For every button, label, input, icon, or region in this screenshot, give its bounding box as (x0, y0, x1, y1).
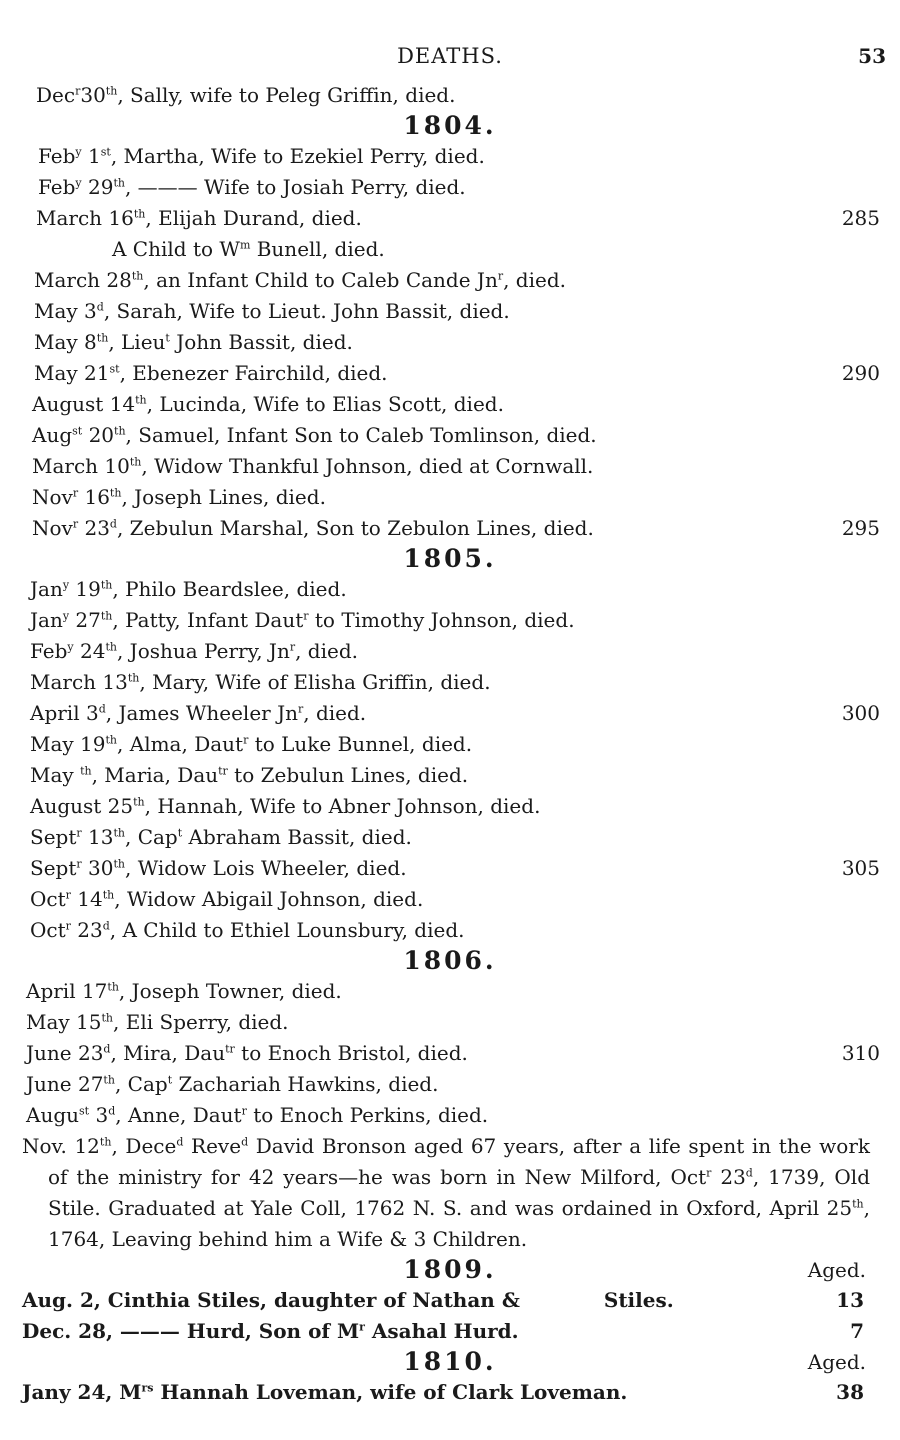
obituary-text: 23 (711, 1165, 746, 1189)
entry-text (26, 976, 342, 1007)
entry-description: , Zebulun Marshal, Son to Zebulon Lines, died. (116, 516, 594, 540)
death-entry (0, 327, 900, 358)
entry-day: 13 (81, 825, 114, 849)
entry-date: June 23 (26, 1041, 104, 1065)
year-label: 1804. (403, 111, 497, 140)
entry-description: , Maria, Dau (91, 763, 219, 787)
death-entry (0, 451, 900, 482)
aged-column-heading: Aged. (807, 1258, 866, 1282)
record-number: 305 (841, 856, 880, 880)
date-superscript: r (76, 857, 82, 871)
entry-text (26, 1100, 488, 1131)
entry-date: Augu (26, 1103, 80, 1127)
date-superscript: st (109, 362, 120, 376)
entry-text (34, 265, 566, 296)
aged-column-heading: Aged. (807, 1350, 866, 1374)
age-value: 38 (836, 1380, 864, 1404)
entry-date: Feb (38, 175, 76, 199)
death-entry (0, 667, 900, 698)
entry-description: , James Wheeler Jn (105, 701, 298, 725)
day-superscript: d (109, 517, 117, 531)
day-superscript: th (113, 826, 125, 840)
entry-description: , Joshua Perry, Jn (116, 639, 290, 663)
entry-description: , Anne, Daut (115, 1103, 242, 1127)
entry-day: 23 (70, 918, 103, 942)
entry-description: Bunell, died. (250, 237, 385, 261)
entry-description: , Lieu (108, 330, 166, 354)
entry-day: 30 (81, 856, 114, 880)
entry-day: 23 (78, 516, 110, 540)
entry-description-end: Zachariah Hawkins, died. (172, 1072, 439, 1096)
entry-description-end: Abraham Bassit, died. (182, 825, 412, 849)
entry-text (32, 513, 594, 544)
entry-text (30, 853, 407, 884)
entry-text (32, 420, 597, 451)
entry-date: Aug (32, 423, 73, 447)
death-entry (0, 698, 900, 729)
abbrev-superscript: r (303, 609, 309, 623)
date-superscript: r (359, 1320, 365, 1334)
death-entry (0, 203, 900, 234)
entry-day: 30 (80, 83, 106, 107)
entry-day: 19 (69, 577, 101, 601)
date-superscript: y (67, 640, 74, 654)
record-number: 310 (841, 1041, 880, 1065)
death-entry (0, 1038, 900, 1069)
year-label: 1805. (403, 544, 497, 573)
day-superscript: th (113, 857, 125, 871)
entry-description: , Sally, wife to Peleg Griffin, died. (117, 83, 456, 107)
entry-day: 27 (69, 608, 101, 632)
date-superscript: m (239, 238, 251, 252)
death-entry (0, 853, 900, 884)
entry-text (34, 358, 388, 389)
page-title: DEATHS. (397, 44, 503, 68)
year-heading (0, 1347, 900, 1377)
page-number: 53 (858, 44, 886, 68)
abbrev-superscript: r (241, 1104, 247, 1118)
entry-description: , Joseph Towner, died. (118, 979, 342, 1003)
entry-description-end: , died. (503, 268, 567, 292)
entry-date: May 15 (26, 1010, 102, 1034)
entry-date: May 19 (30, 732, 106, 756)
year-label: 1810. (403, 1347, 497, 1376)
abbrev-superscript: r (497, 269, 504, 283)
death-entry (0, 141, 900, 172)
year-label: 1806. (403, 946, 497, 975)
death-entry (0, 976, 900, 1007)
death-entry (0, 884, 900, 915)
entry-description: Asahal Hurd. (364, 1319, 519, 1343)
entry-text (32, 482, 326, 513)
entry-surname: Stiles. (603, 1288, 674, 1312)
entry-text (30, 636, 358, 667)
entry-date: Sept (30, 825, 77, 849)
entry-text (22, 1285, 674, 1316)
obituary-text: , Dece (111, 1134, 177, 1158)
date-superscript: st (79, 1104, 90, 1118)
date-superscript: th (80, 764, 92, 778)
obituary-text: Nov. 12 (22, 1134, 100, 1158)
death-entry (0, 1069, 900, 1100)
entry-date: June 27 (26, 1072, 104, 1096)
death-entry (0, 636, 900, 667)
year-heading (0, 544, 900, 574)
entry-date: March 16 (36, 206, 134, 230)
record-number: 290 (841, 361, 880, 385)
entry-date: Feb (38, 144, 76, 168)
death-entry (0, 389, 900, 420)
date-superscript: y (62, 578, 70, 592)
death-entry (0, 791, 900, 822)
entry-day: 20 (82, 423, 115, 447)
entry-description: , Joseph Lines, died. (121, 485, 326, 509)
death-entry (0, 574, 900, 605)
entry-text (36, 80, 455, 111)
obituary-superscript: d (176, 1135, 184, 1149)
death-entry (0, 482, 900, 513)
death-entry (0, 358, 900, 389)
entry-description: , Cap (124, 825, 178, 849)
entry-date: Jany 24, M (22, 1380, 142, 1404)
date-superscript: r (72, 486, 79, 500)
obituary-superscript: d (241, 1135, 249, 1149)
entry-date: May 3 (34, 299, 97, 323)
day-superscript: th (114, 424, 126, 438)
day-superscript: th (105, 640, 117, 654)
entry-description: , Lucinda, Wife to Elias Scott, died. (146, 392, 504, 416)
date-superscript: st (72, 424, 83, 438)
entry-day: 29 (81, 175, 114, 199)
entry-description: , Martha, Wife to Ezekiel Perry, died. (110, 144, 485, 168)
date-superscript: y (75, 145, 82, 159)
entry-date: August 14 (32, 392, 136, 416)
entry-description: , Mary, Wife of Elisha Griffin, died. (139, 670, 491, 694)
date-superscript: r (76, 826, 82, 840)
entry-description: , ——— Wife to Josiah Perry, died. (124, 175, 466, 199)
day-superscript: th (105, 84, 118, 98)
entry-date: Aug. 2, Cinthia Stiles, daughter of Nathan & (22, 1288, 520, 1312)
entry-day: 16 (78, 485, 110, 509)
death-entry (0, 1285, 900, 1316)
date-superscript: r (75, 84, 81, 98)
entry-day: 3 (89, 1103, 109, 1127)
obituary-text: Reve (183, 1134, 242, 1158)
entry-description: , Elijah Durand, died. (145, 206, 362, 230)
death-entry (0, 265, 900, 296)
entry-description-end: to Luke Bunnel, died. (248, 732, 473, 756)
entry-date: March 13 (30, 670, 128, 694)
death-entry (0, 234, 900, 265)
day-superscript: th (100, 609, 113, 623)
entry-date: Dec. 28, ——— Hurd, Son of M (22, 1319, 360, 1343)
date-superscript: th (127, 671, 140, 685)
death-entry (0, 420, 900, 451)
day-superscript: d (102, 919, 110, 933)
entry-date: Nov (32, 485, 73, 509)
death-entry (0, 729, 900, 760)
entry-description: , Widow Thankful Johnson, died at Cornwall. (141, 454, 594, 478)
entry-date: March 28 (34, 268, 132, 292)
day-superscript: st (100, 145, 111, 159)
entry-text (26, 1007, 289, 1038)
death-entry (0, 172, 900, 203)
entry-description: , Philo Beardslee, died. (112, 577, 347, 601)
entry-date: A Child to W (112, 237, 240, 261)
entry-description: , Hannah, Wife to Abner Johnson, died. (144, 794, 541, 818)
death-entry (0, 513, 900, 544)
date-superscript: d (103, 1042, 111, 1056)
entry-text (36, 203, 362, 234)
entry-text (22, 1316, 519, 1347)
death-entry (0, 1377, 900, 1408)
date-superscript: rs (141, 1381, 154, 1395)
day-superscript: th (109, 486, 122, 500)
entry-text (30, 729, 472, 760)
entry-date: Jan (30, 577, 63, 601)
entry-text (34, 327, 353, 358)
entry-text (32, 389, 504, 420)
entry-description-end: to Enoch Perkins, died. (246, 1103, 489, 1127)
entry-description-end: to Timothy Johnson, died. (308, 608, 575, 632)
entry-day: 24 (73, 639, 106, 663)
entry-description: , Cap (114, 1072, 168, 1096)
entry-date: May 8 (34, 330, 97, 354)
death-entry (0, 822, 900, 853)
entry-description-end: , died. (303, 701, 367, 725)
date-superscript: th (107, 980, 119, 994)
entry-text (26, 1038, 468, 1069)
entry-description: , an Infant Child to Caleb Cande Jn (143, 268, 498, 292)
date-superscript: th (133, 207, 146, 221)
obituary-text: David Bronson aged 67 years, after a life spent in the work of the ministry for 42 years—he was born in New Milford, Oct (48, 1134, 871, 1189)
date-superscript: d (96, 300, 104, 314)
entry-day: 1 (81, 144, 101, 168)
date-superscript: r (65, 888, 71, 902)
entry-description: , A Child to Ethiel Lounsbury, died. (109, 918, 465, 942)
entry-description: , Eli Sperry, died. (113, 1010, 289, 1034)
obituary-superscript: th (852, 1197, 864, 1211)
entry-date: Nov (32, 516, 73, 540)
bronson-obituary (0, 1131, 900, 1255)
age-value: 13 (836, 1288, 864, 1312)
obituary-text: , 1739, Old Stile. Graduated at Yale Coll, 1762 N. S. and was ordained in Oxford, April 25 (48, 1165, 870, 1220)
entry-date: May (30, 763, 81, 787)
entry-text (30, 667, 491, 698)
obituary-superscript: th (99, 1135, 112, 1149)
entry-date: Jan (30, 608, 63, 632)
entry-date: April 17 (26, 979, 108, 1003)
date-superscript: th (135, 393, 147, 407)
abbrev-superscript: r (297, 702, 304, 716)
entry-description: , Ebenezer Fairchild, died. (119, 361, 388, 385)
abbrev-superscript: t (167, 1073, 173, 1087)
date-superscript: th (133, 795, 145, 809)
entry-text (30, 605, 575, 636)
entry-date: Sept (30, 856, 77, 880)
obituary-superscript: d (745, 1166, 753, 1180)
entry-text (30, 822, 412, 853)
date-superscript: y (62, 609, 70, 623)
entry-description-end: , died. (295, 639, 359, 663)
date-superscript: y (75, 176, 82, 190)
death-entry (0, 296, 900, 327)
death-entry (0, 80, 900, 111)
entry-description: , Widow Lois Wheeler, died. (124, 856, 407, 880)
entry-description: , Samuel, Infant Son to Caleb Tomlinson, died. (125, 423, 597, 447)
entry-text (22, 1377, 627, 1408)
year-label: 1809. (403, 1255, 497, 1284)
entry-date: May 21 (34, 361, 110, 385)
year-heading (0, 111, 900, 141)
date-superscript: th (103, 1073, 115, 1087)
death-entry (0, 760, 900, 791)
death-entry (0, 1316, 900, 1347)
entry-description: , Mira, Dau (110, 1041, 226, 1065)
death-record-list (0, 80, 900, 1408)
date-superscript: th (105, 733, 118, 747)
day-superscript: th (113, 176, 125, 190)
entry-text (26, 1069, 438, 1100)
entry-text (30, 698, 366, 729)
record-number: 295 (841, 516, 880, 540)
entry-date: August 25 (30, 794, 134, 818)
entry-description-end: John Bassit, died. (169, 330, 353, 354)
entry-description-end: to Zebulun Lines, died. (227, 763, 469, 787)
entry-description: , Widow Abigail Johnson, died. (114, 887, 424, 911)
record-number: 300 (841, 701, 880, 725)
date-superscript: th (129, 455, 142, 469)
date-superscript: r (65, 919, 71, 933)
day-superscript: d (108, 1104, 116, 1118)
entry-description: Hannah Loveman, wife of Clark Loveman. (153, 1380, 628, 1404)
death-entry (0, 915, 900, 946)
entry-text (30, 760, 468, 791)
entry-text (30, 574, 347, 605)
entry-text (38, 172, 466, 203)
death-entry (0, 1007, 900, 1038)
entry-date: Feb (30, 639, 68, 663)
death-entry (0, 605, 900, 636)
entry-text (34, 296, 510, 327)
entry-date: Oct (30, 887, 66, 911)
entry-text (30, 884, 423, 915)
entry-date: Dec (36, 83, 76, 107)
date-superscript: th (101, 1011, 114, 1025)
entry-date: Oct (30, 918, 66, 942)
abbrev-superscript: t (177, 826, 183, 840)
date-superscript: d (98, 702, 106, 716)
record-number: 285 (841, 206, 880, 230)
date-superscript: th (96, 331, 109, 345)
abbrev-superscript: r (243, 733, 249, 747)
date-superscript: th (131, 269, 144, 283)
year-heading (0, 946, 900, 976)
day-superscript: th (102, 888, 115, 902)
entry-text (112, 234, 385, 265)
day-superscript: th (100, 578, 113, 592)
abbrev-superscript: tr (218, 764, 228, 778)
obituary-text: , 1764, Leaving behind him a Wife & 3 Children. (48, 1196, 870, 1251)
entry-text (30, 915, 465, 946)
year-heading (0, 1255, 900, 1285)
entry-text (32, 451, 593, 482)
entry-date: April 3 (30, 701, 99, 725)
entry-day: 14 (70, 887, 103, 911)
death-entry (0, 1100, 900, 1131)
entry-description: , Alma, Daut (117, 732, 244, 756)
entry-description: , Sarah, Wife to Lieut. John Bassit, died. (103, 299, 510, 323)
entry-description-end: to Enoch Bristol, died. (234, 1041, 468, 1065)
obituary-superscript: r (706, 1166, 712, 1180)
date-superscript: r (72, 517, 79, 531)
entry-description: , Patty, Infant Daut (112, 608, 304, 632)
abbrev-superscript: r (289, 640, 296, 654)
entry-date: March 10 (32, 454, 130, 478)
abbrev-superscript: t (165, 331, 170, 345)
age-value: 7 (850, 1319, 864, 1343)
abbrev-superscript: tr (225, 1042, 235, 1056)
entry-text (38, 141, 485, 172)
entry-text (30, 791, 540, 822)
